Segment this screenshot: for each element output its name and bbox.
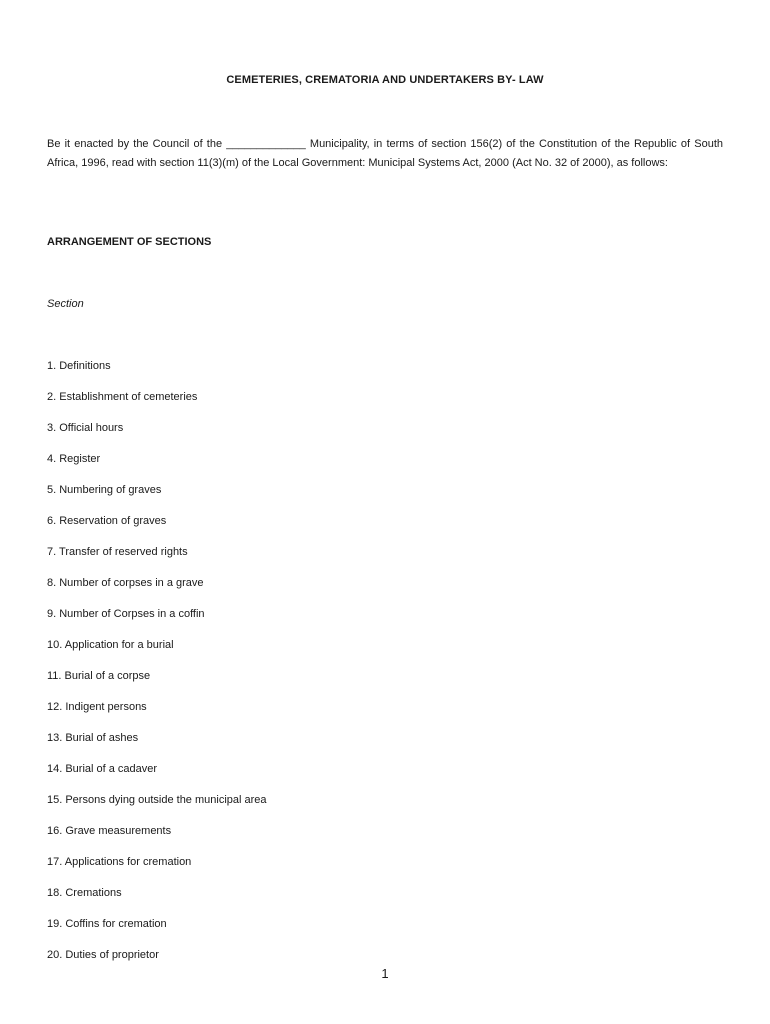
section-item: 10. Application for a burial bbox=[47, 639, 174, 651]
enactment-preamble: Be it enacted by the Council of the _____________ Municipality, in terms of section 156(2) of the Constitution of the Republic of South Africa, 1996, read with section 11(3)(m) of the Local Government: Municipal Systems Act, 2000 (Act No. 32 of 2000), as follows: bbox=[47, 138, 723, 169]
arrangement-heading: ARRANGEMENT OF SECTIONS bbox=[47, 236, 212, 248]
section-item: 20. Duties of proprietor bbox=[47, 949, 159, 961]
section-item: 6. Reservation of graves bbox=[47, 515, 167, 527]
section-item: 14. Burial of a cadaver bbox=[47, 763, 158, 775]
section-column-label: Section bbox=[47, 298, 84, 310]
section-item: 15. Persons dying outside the municipal area bbox=[47, 794, 267, 806]
section-item: 13. Burial of ashes bbox=[47, 732, 139, 744]
page-number: 1 bbox=[381, 966, 389, 981]
section-item: 3. Official hours bbox=[47, 422, 124, 434]
section-item: 4. Register bbox=[47, 453, 101, 465]
section-item: 11. Burial of a corpse bbox=[47, 670, 151, 682]
section-item: 9. Number of Corpses in a coffin bbox=[47, 608, 205, 620]
document-title: CEMETERIES, CREMATORIA AND UNDERTAKERS BY- LAW bbox=[226, 74, 544, 86]
section-item: 18. Cremations bbox=[47, 887, 122, 899]
section-item: 17. Applications for cremation bbox=[47, 856, 192, 868]
section-item: 7. Transfer of reserved rights bbox=[47, 546, 188, 558]
section-item: 12. Indigent persons bbox=[47, 701, 147, 713]
section-item: 5. Numbering of graves bbox=[47, 484, 162, 496]
section-item: 19. Coffins for cremation bbox=[47, 918, 167, 930]
section-item: 2. Establishment of cemeteries bbox=[47, 391, 198, 403]
section-item: 16. Grave measurements bbox=[47, 825, 172, 837]
sections-list bbox=[47, 360, 267, 980]
section-item: 1. Definitions bbox=[47, 360, 111, 372]
section-item: 8. Number of corpses in a grave bbox=[47, 577, 204, 589]
